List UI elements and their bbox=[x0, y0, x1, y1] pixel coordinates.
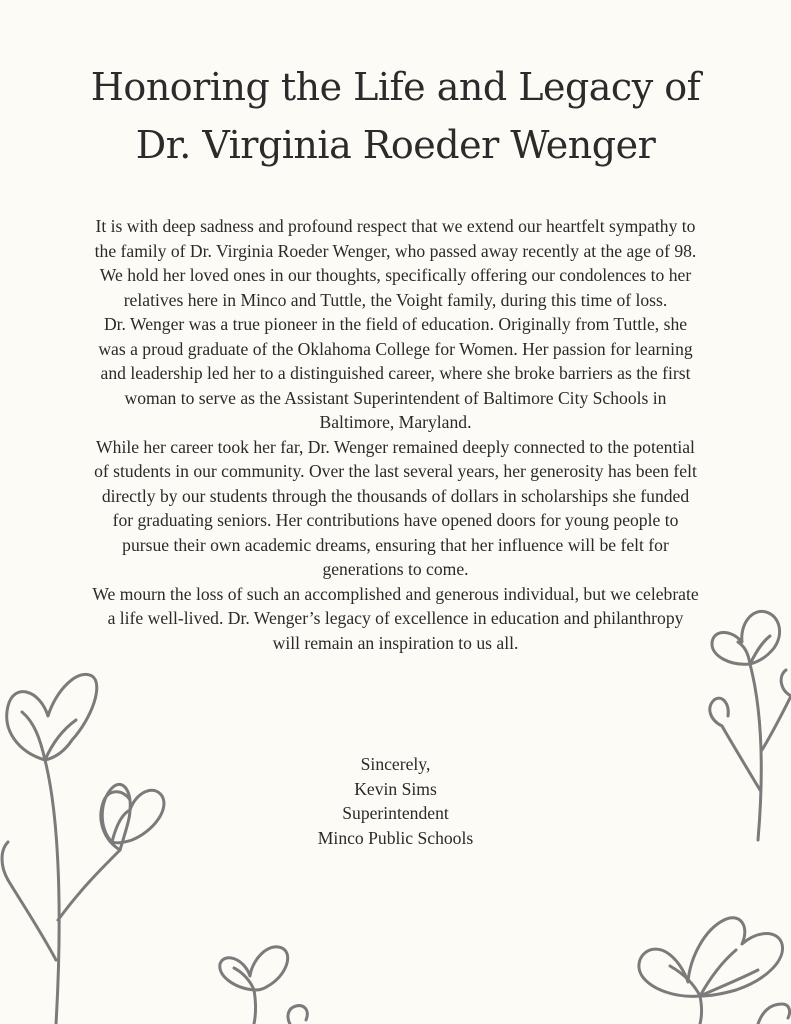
signature-name: Kevin Sims bbox=[354, 778, 437, 799]
flower-bottom-center-icon bbox=[210, 940, 330, 1024]
paragraph-career: Dr. Wenger was a true pioneer in the field of education. Originally from Tuttle, she was a proud graduate of the Oklahoma College for Women. Her passion for learning and leadership led her to a distinguished career, where she broke barriers as the first woman to serve as the Assistant Superintendent of Baltimore City Schools in Baltimore, Maryland. bbox=[98, 314, 693, 432]
paragraph-closing: We mourn the loss of such an accomplished and generous individual, but we celebrate a life well-lived. Dr. Wenger’s legacy of excellence in education and philanthropy will remain an inspiration to us all. bbox=[92, 583, 699, 653]
title-line-2: Dr. Virginia Roeder Wenger bbox=[135, 123, 656, 167]
paragraph-generosity: While her career took her far, Dr. Wenger remained deeply connected to the potential of students in our community. Over the last several years, her generosity has been felt directly by our students through the thousands of dollars in scholarships she funded for graduating seniors. Her contributions have opened doors for young people to pursue their own academic dreams, ensuring that her influence will be felt for generations to come. bbox=[94, 436, 697, 579]
flower-right-bottom-icon bbox=[618, 900, 791, 1024]
signature-organization: Minco Public Schools bbox=[317, 827, 474, 848]
signature-block bbox=[200, 752, 591, 850]
title-line-1: Honoring the Life and Legacy of bbox=[90, 65, 701, 109]
letter-body bbox=[92, 214, 699, 655]
signature-role: Superintendent bbox=[342, 803, 449, 823]
flower-right-upper-icon bbox=[700, 600, 791, 850]
page-title bbox=[40, 58, 751, 174]
flower-left-bud-icon bbox=[92, 770, 172, 850]
paragraph-condolences: It is with deep sadness and profound respect that we extend our heartfelt sympathy to the family of Dr. Virginia Roeder Wenger, who passed away recently at the age of 98. We hold her loved ones in our thoughts, specifically offering our condolences to her relatives here in Minco and Tuttle, the Voight family, during this time of loss. bbox=[94, 216, 697, 310]
signature-closing: Sincerely, bbox=[360, 754, 431, 774]
